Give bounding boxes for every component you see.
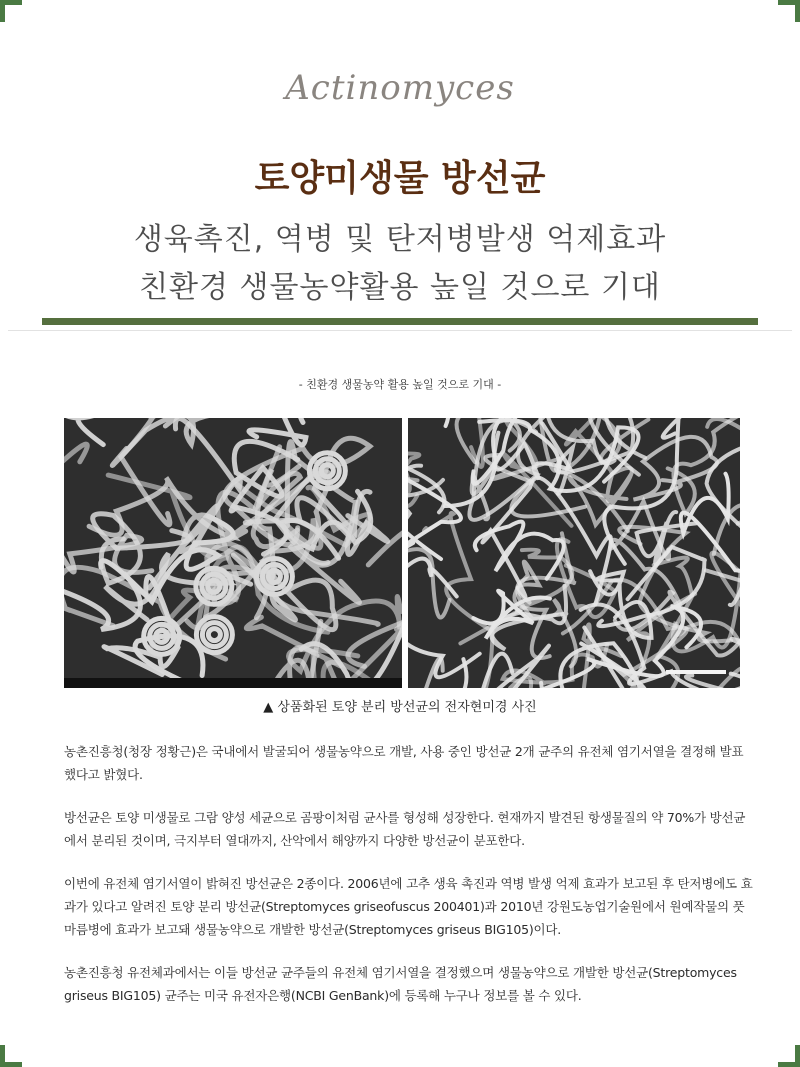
paragraph: 이번에 유전체 염기서열이 밝혀진 방선균은 2종이다. 2006년에 고추 생육 촉진과 역병 발생 억제 효과가 보고된 후 탄저병에도 효과가 있다고 알려진 토양 분리 방선균(Streptomyces griseofuscus 200401)과 2010년 강원도농업기술원에서 원예작물의 풋마름병에 효과가 보고돼 생물농약으로 개발한 방선균(Streptomyces griseus BIG105)이다. [64, 876, 753, 937]
photo-info-strip [64, 678, 402, 688]
photo-caption: ▲ 상품화된 토양 분리 방선균의 전자현미경 사진 [263, 700, 537, 715]
paragraph: 농촌진흥청 유전체과에서는 이들 방선균 균주들의 유전체 염기서열을 결정했으며 생물농약으로 개발한 방선균(Streptomyces griseus BIG105) 균주는 미국 유전자은행(NCBI GenBank)에 등록해 누구나 정보를 볼 수 있다. [64, 965, 737, 1003]
english-title: Actinomyces [285, 68, 515, 108]
corner-ornament-bottom-left [0, 1045, 22, 1067]
scale-bar [666, 670, 726, 674]
subtitle-line-1: 생육촉진, 역병 및 탄저병발생 억제효과 [133, 222, 667, 257]
corner-ornament-top-left [0, 0, 22, 22]
microscope-image-right [408, 418, 740, 688]
microscope-image-left [64, 418, 402, 688]
main-title: 토양미생물 방선균 [254, 158, 546, 199]
article-body [64, 740, 754, 1027]
microscope-photo-right [408, 418, 740, 688]
figure-top-caption: - 친환경 생물농약 활용 높일 것으로 기대 - [298, 378, 502, 391]
title-divider [42, 318, 758, 325]
microscope-photo-left [64, 418, 402, 688]
subtitle-line-2: 친환경 생물농약활용 높일 것으로 기대 [139, 270, 661, 305]
paragraph: 방선균은 토양 미생물로 그람 양성 세균으로 곰팡이처럼 균사를 형성해 성장한다. 현재까지 발견된 항생물질의 약 70%가 방선균에서 분리된 것이며, 극지부터 열대까지, 산악에서 해양까지 다양한 방선균이 분포한다. [64, 810, 746, 848]
corner-ornament-bottom-right [778, 1045, 800, 1067]
thin-divider [8, 330, 792, 331]
corner-ornament-top-right [778, 0, 800, 22]
paragraph: 농촌진흥청(청장 정황근)은 국내에서 발굴되어 생물농약으로 개발, 사용 중인 방선균 2개 균주의 유전체 염기서열을 결정해 발표했다고 밝혔다. [64, 744, 744, 782]
